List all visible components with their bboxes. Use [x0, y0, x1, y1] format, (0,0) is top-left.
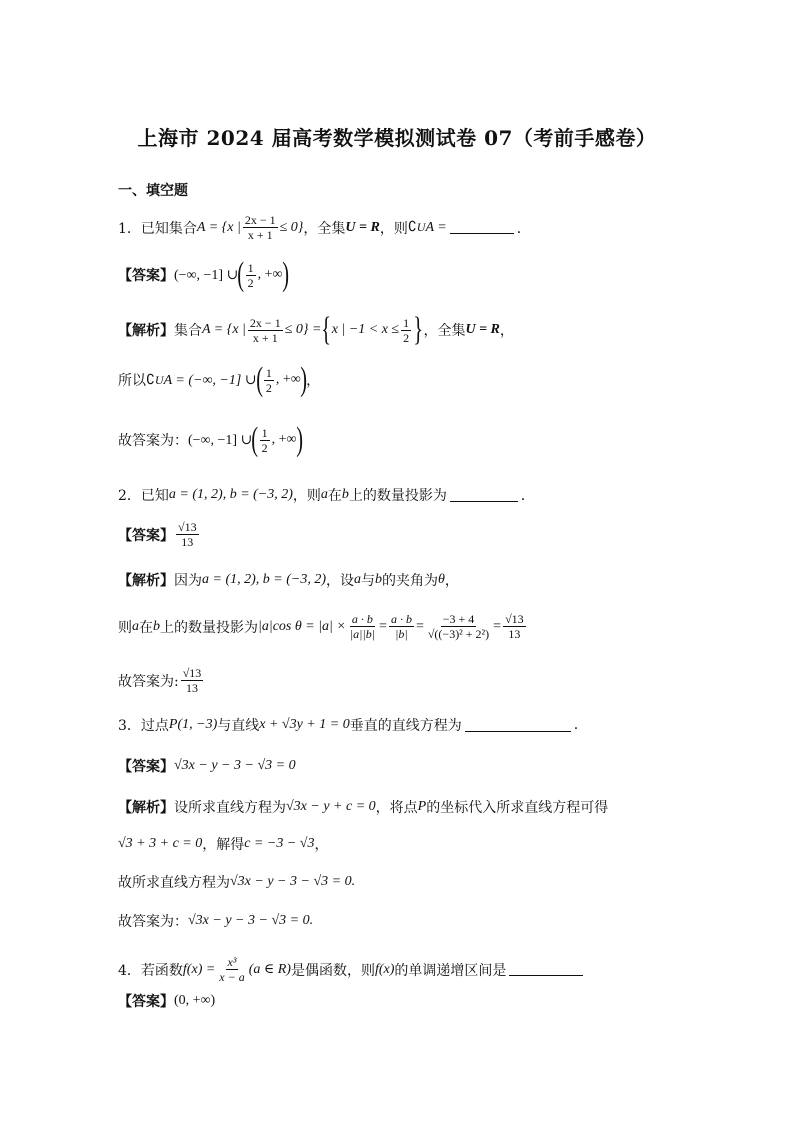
section-heading: 一、填空题: [118, 183, 188, 199]
q1-answer: 【答案】 (−∞, −1] ∪ ( $\frac{1}{2}$ , +∞ ): [118, 256, 289, 293]
question-4: 4． 若函数 f(x) = $\frac{\text{x³}}{x - a}$ (a ∈ R) 是偶函数，则 f(x) 的单调递增区间是: [118, 955, 586, 984]
answer-blank: [450, 221, 514, 234]
q2-final: 故答案为: $\frac{√13}{13}$: [118, 666, 202, 695]
q4-answer: 【答案】 (0, +∞): [118, 993, 216, 1010]
q3-final: 故答案为： √3x − y − 3 − √3 = 0.: [118, 913, 314, 930]
q2-analysis: 【解析】 因为 a = (1, 2), b = (−3, 2) ，设 a 与 b 的夹角为 θ ，: [118, 572, 459, 589]
answer-blank: [450, 489, 518, 502]
question-2: 2． 已知 a = (1, 2), b = (−3, 2) ，则 a 在 b 上的数量投影为 ．: [118, 487, 535, 504]
q2-analysis-line2: 则 a 在 b 上的数量投影为 |a|cos θ = |a| × $\frac{a \cdot b}{|a||b|}$ = $\frac{a \cdot b}{|b|}$ = $\frac{-3 + 4}{\text{√((−3)² + 2²)}}$ = $\frac{√13}{13}$: [118, 612, 524, 641]
question-3: 3． 过点 P(1, −3) 与直线 x + √3y + 1 = 0 垂直的直线方程为 .: [118, 717, 579, 734]
page-title: 上海市 2024 届高考数学模拟测试卷 07（考前手感卷）: [137, 126, 657, 150]
q1-final: 故答案为： (−∞, −1] ∪ ( $\frac{1}{2}$ , +∞ ): [118, 421, 303, 458]
answer-blank: [509, 963, 583, 976]
q3-analysis-line2: √3 + 3 + c = 0 ，解得 c = −3 − √3 ，: [118, 836, 329, 853]
q1-analysis-line2: 所以 ∁ U A = (−∞, −1] ∪ ( $\frac{1}{2}$ , +∞ ) ，: [118, 361, 321, 398]
fraction: $\frac{2x - 1}{x + 1}$: [244, 213, 276, 242]
q3-analysis: 【解析】 设所求直线方程为 √3x − y + c = 0 ，将点 P 的坐标代入所求直线方程可得: [118, 799, 609, 816]
q3-answer: 【答案】 √3x − y − 3 − √3 = 0: [118, 758, 296, 775]
question-1: 1． 已知集合 A = {x | $\frac{2x - 1}{x + 1}$ ≤ 0} ，全集 U = R ，则 ∁ U A = ．: [118, 213, 531, 242]
answer-blank: [465, 719, 571, 732]
q1-analysis: 【解析】 集合 A = {x | $\frac{2x - 1}{x + 1}$ ≤ 0} = { x | −1 < x ≤ $\frac{1}{2}$ } ，全集 U = R ，: [118, 311, 514, 348]
q2-answer: 【答案】 $\frac{√13}{13}$: [118, 520, 197, 549]
q3-analysis-line3: 故所求直线方程为 √3x − y − 3 − √3 = 0.: [118, 874, 356, 891]
